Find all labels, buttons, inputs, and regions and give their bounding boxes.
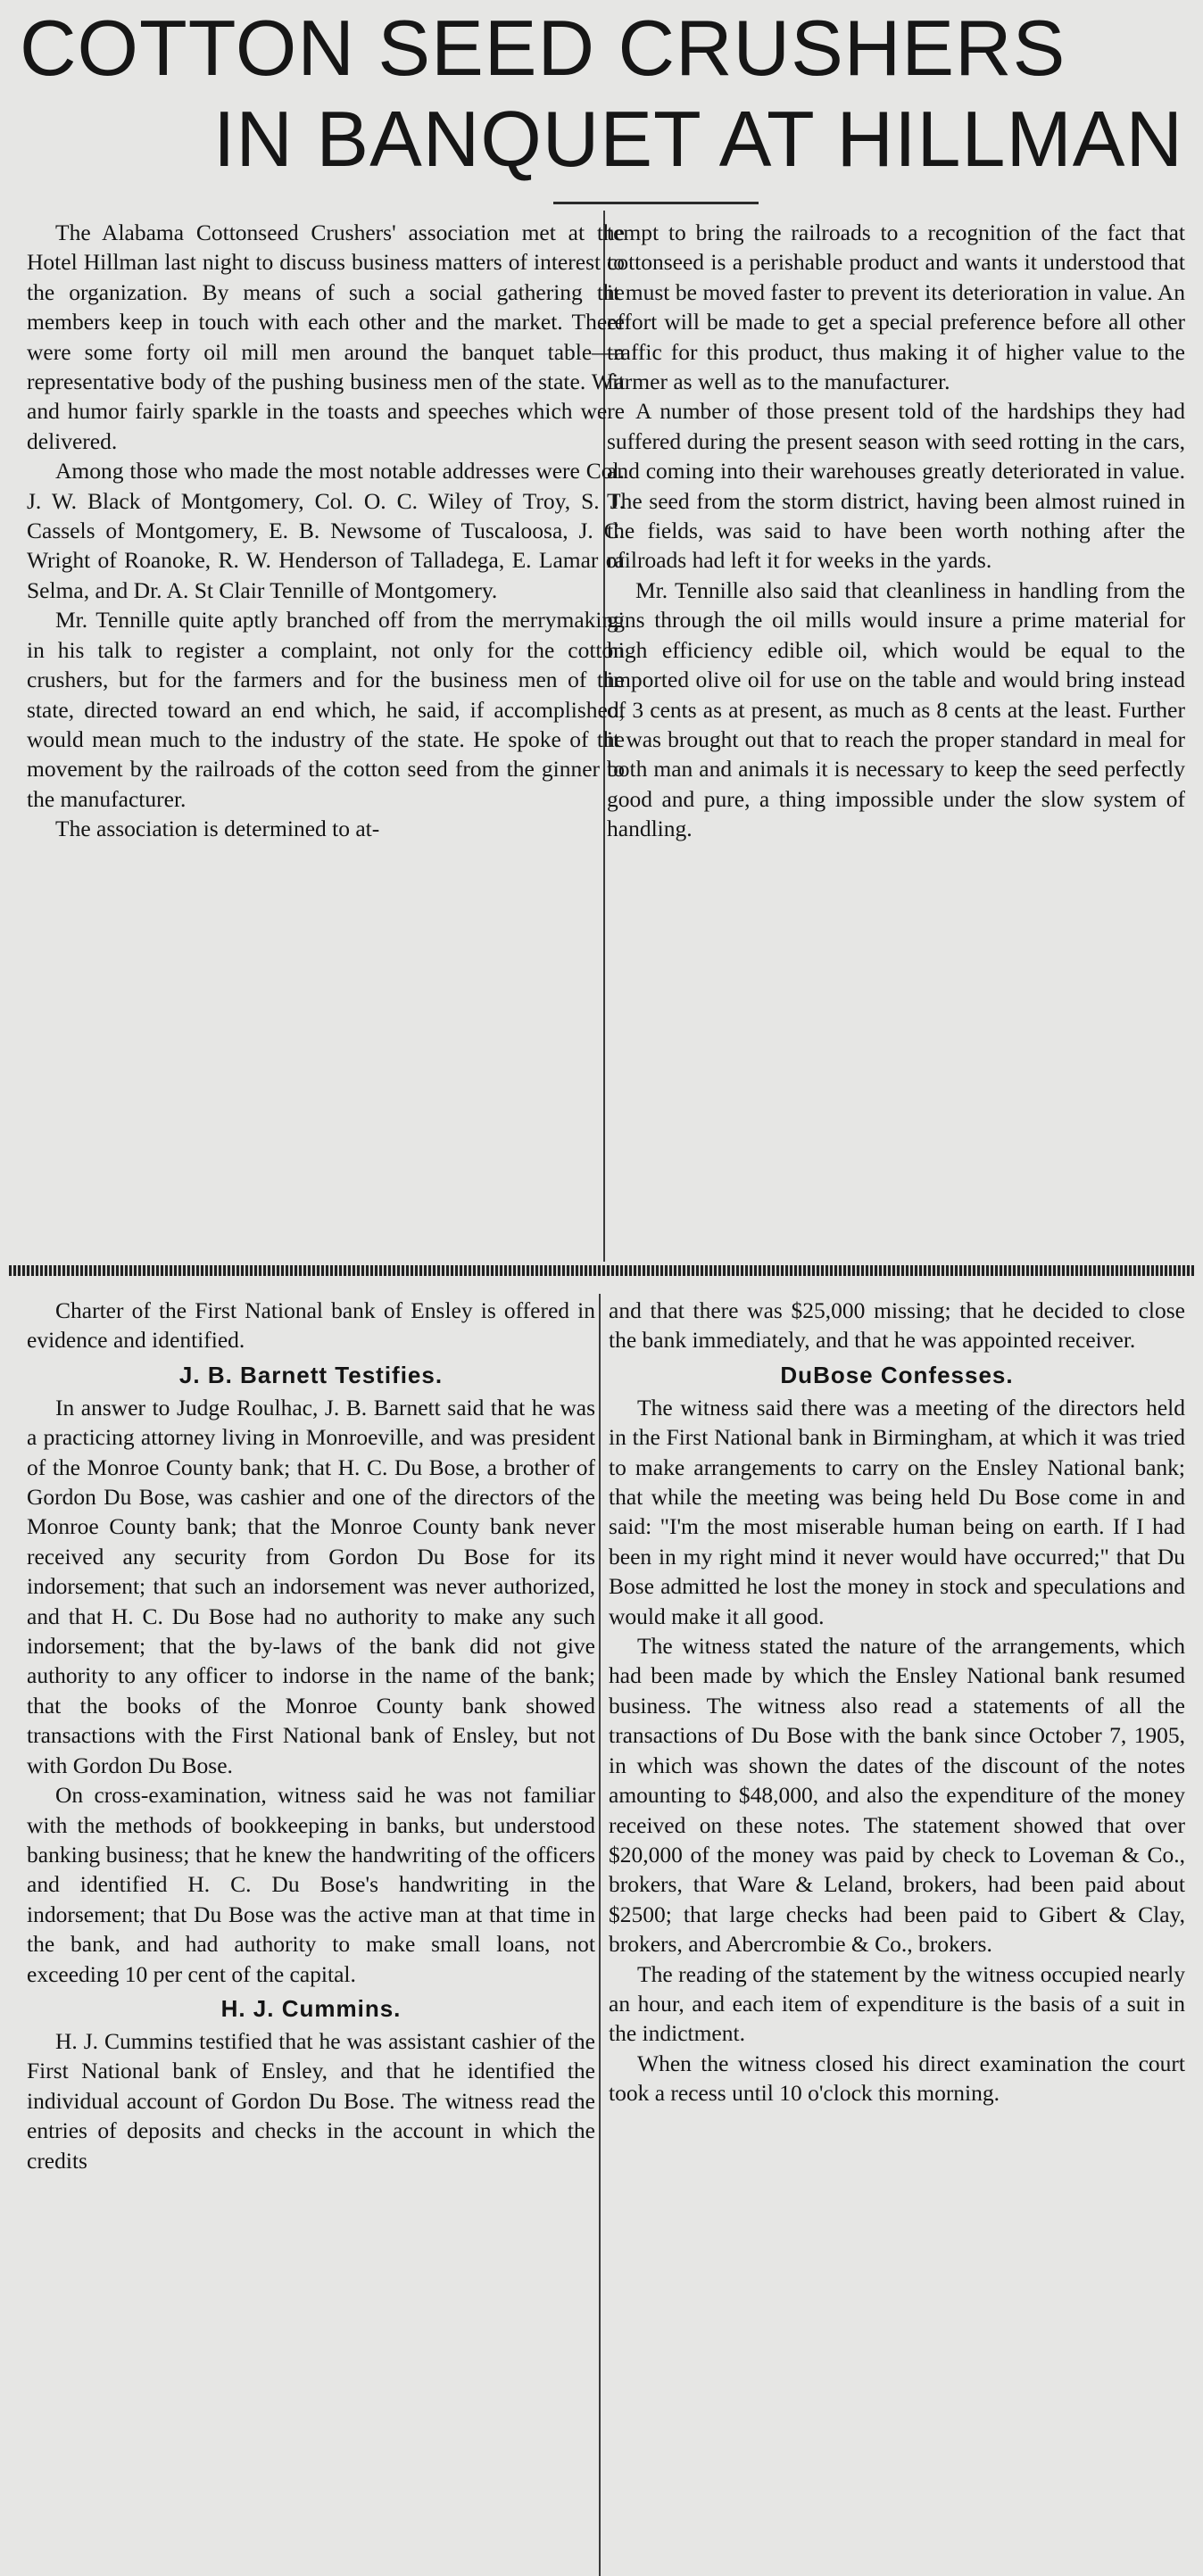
- article2-right-column: [609, 1296, 1185, 2572]
- article1-paragraph: tempt to bring the railroads to a recognition of the fact that cottonseed is a perishable product and wants it understood that it must be moved faster to prevent its deterioration in value. An effort will be made to get a special preference before all other traffic for this product, thus making it of higher value to the farmer as well as to the manufacturer.: [607, 219, 1185, 395]
- subhead-cummins: H. J. Cummins.: [220, 1994, 402, 2022]
- column-rule-bottom: [599, 1294, 601, 2576]
- article-separator-rule: [9, 1265, 1194, 1276]
- article2-paragraph: The reading of the statement by the witness occupied nearly an hour, and each item of expenditure is the basis of a suit in the indictment.: [609, 1960, 1185, 2047]
- article2-paragraph: and that there was $25,000 missing; that he decided to close the bank immediately, and that he was appointed receiver.: [609, 1297, 1185, 1354]
- headline-line-1: COTTON SEED CRUSHERS: [20, 4, 1066, 92]
- article2-paragraph: The witness stated the nature of the arrangements, which had been made by which the Ensley National bank resumed business. The witness also read a statements of all the transactions of Du Bose with the bank since October 7, 1905, in which was shown the dates of the discount of the notes amounting to $48,000, and also the expenditure of the money received on these notes. The statement showed that over $20,000 of the money was paid by check to Loveman & Co., brokers, that Ware & Leland, brokers, had been paid about $2500; that large checks had been paid to Gibert & Clay, brokers, and Abercrombie & Co., brokers.: [609, 1633, 1185, 1958]
- article1-paragraph: A number of those present told of the hardships they had suffered during the present season with seed rotting in the cars, and coming into their warehouses greatly deteriorated in value. The seed from the storm district, having been almost ruined in the fields, was said to have been worth nothing after the railroads had left it for weeks in the yards.: [607, 398, 1185, 574]
- subhead-dubose: DuBose Confesses.: [780, 1361, 1014, 1388]
- article1-paragraph: Among those who made the most notable addresses were Col. J. W. Black of Montgomery, Col. O. C. Wiley of Troy, S. J. Cassels of Montgomery, E. B. Newsome of Tuscaloosa, J. C. Wright of Roanoke, R. W. Henderson of Talladega, E. Lamar of Selma, and Dr. A. St Clair Tennille of Montgomery.: [27, 458, 625, 603]
- article2-paragraph: The witness said there was a meeting of the directors held in the First National bank in Birmingham, at which it was tried to make arrangements to carry on the Ensley National bank; that while the meeting was being held Du Bose come in and said: "I'm the most miserable human being on earth. If I had been in my right mind it never would have occurred;" that Du Bose admitted he lost the money in stock and speculations and would make it all good.: [609, 1394, 1185, 1629]
- article1-right-column: [607, 218, 1185, 1262]
- headline-divider: [553, 202, 759, 204]
- article2-paragraph: Charter of the First National bank of Ensley is offered in evidence and identified.: [27, 1297, 595, 1354]
- article1-paragraph: The Alabama Cottonseed Crushers' association met at the Hotel Hillman last night to discuss business matters of interest to the organization. By means of such a social gathering the members keep in touch with each other and the market. There were some forty oil mill men around the banquet table—a representative body of the pushing business men of the state. Wit and humor fairly sparkle in the toasts and speeches which were delivered.: [27, 219, 625, 454]
- article1-paragraph: Mr. Tennille quite aptly branched off from the merrymaking in his talk to register a complaint, not only for the cotton crushers, but for the farmers and for the business men of the state, directed toward an end which, he said, if accomplished, would mean much to the industry of the state. He spoke of the movement by the railroads of the cotton seed from the ginner to the manufacturer.: [27, 607, 625, 812]
- subhead-barnett: J. B. Barnett Testifies.: [178, 1361, 444, 1388]
- article2-left-column: [27, 1296, 595, 2572]
- article1-left-column: [27, 218, 625, 1262]
- article2-paragraph: On cross-examination, witness said he was not familiar with the methods of bookkeeping in banks, but understood banking business; that he knew the handwriting of the officers and identified H. C. Du Bose's handwriting in the indorsement; that Du Bose was the active man at that time in the bank, and had authority to make small loans, not exceeding 10 per cent of the capital.: [27, 1782, 595, 1987]
- headline-line-2: IN BANQUET AT HILLMAN: [212, 95, 1183, 183]
- article1-paragraph: The association is determined to at-: [55, 816, 380, 842]
- article2-paragraph: When the witness closed his direct examination the court took a recess until 10 o'clock this morning.: [609, 2050, 1185, 2107]
- article1-paragraph: Mr. Tennille also said that cleanliness in handling from the gins through the oil mills would insure a prime material for high efficiency edible oil, which would be equal to the imported olive oil for use on the table and would bring instead of 3 cents as at present, as much as 8 cents at the least. Further it was brought out that to reach the proper standard in meal for both man and animals it is necessary to keep the seed perfectly good and pure, a thing impossible under the slow system of handling.: [607, 576, 1185, 842]
- article2-paragraph: H. J. Cummins testified that he was assistant cashier of the First National bank of Ensley, and that he identified the individual account of Gordon Du Bose. The witness read the entries of deposits and checks in the account in which the credits: [27, 2027, 595, 2174]
- article2-paragraph: In answer to Judge Roulhac, J. B. Barnett said that he was a practicing attorney living in Monroeville, and was president of the Monroe County bank; that H. C. Du Bose, a brother of Gordon Du Bose, was cashier and one of the directors of the Monroe County bank; that the Monroe County bank never received any security from Gordon Du Bose for its indorsement; that such an indorsement was never authorized, and that H. C. Du Bose had no authority to make any such indorsement; that the by-laws of the bank did not give authority to any officer to indorse in the name of the bank; that the books of the Monroe County bank showed transactions with the First National bank of Ensley, but not with Gordon Du Bose.: [27, 1394, 595, 1778]
